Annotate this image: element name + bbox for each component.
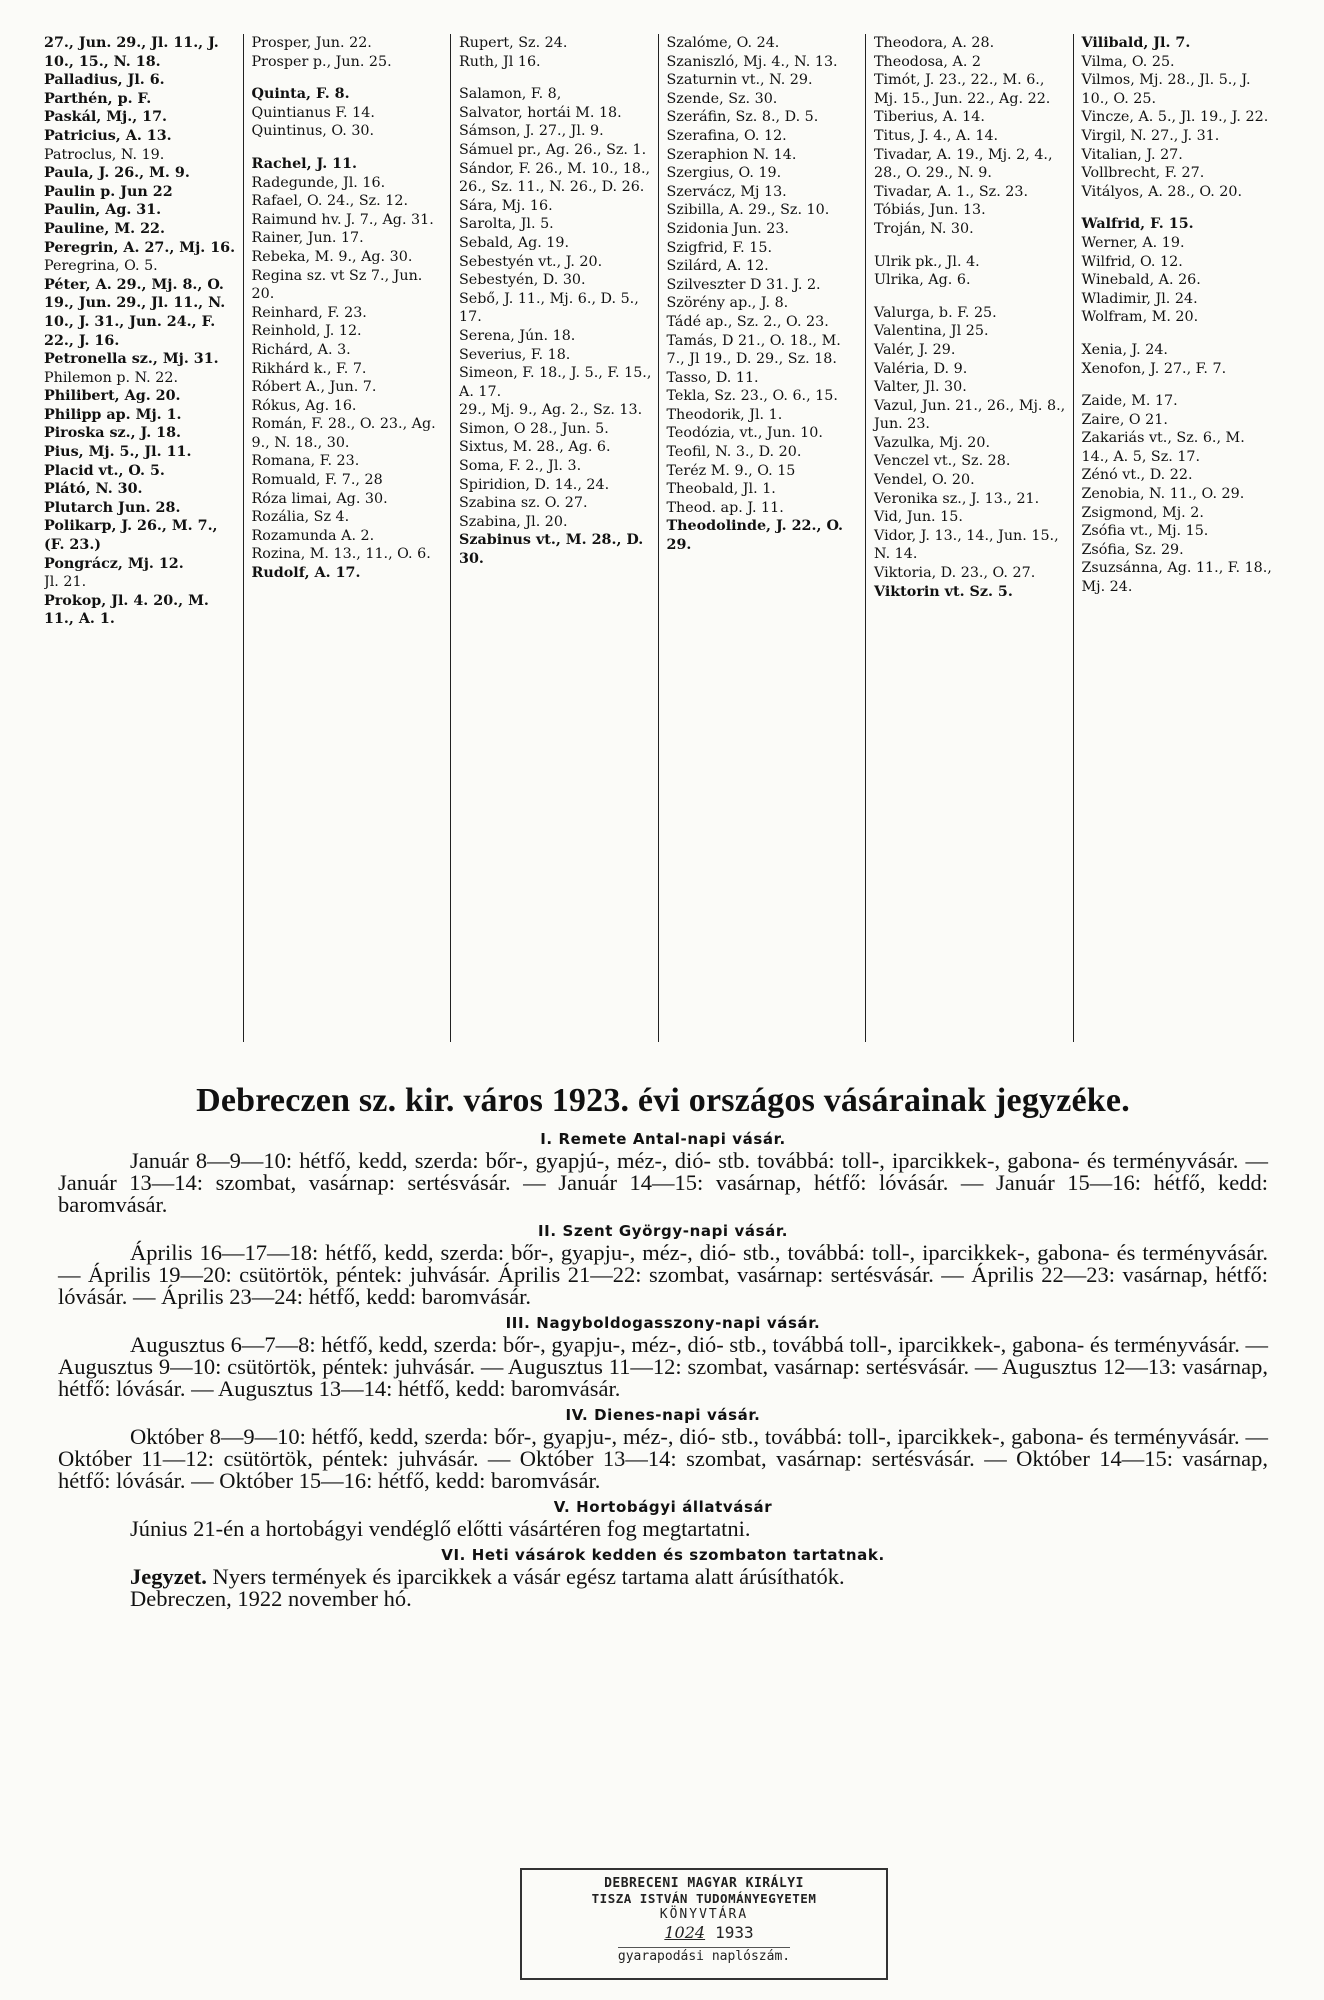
nameday-entry: Tivadar, A. 1., Sz. 23. xyxy=(874,183,1029,200)
nameday-entry: Szaniszló, Mj. 4., N. 13. xyxy=(666,53,838,70)
nameday-entry: Regina sz. vt Sz 7., Jun. 20. xyxy=(251,267,423,303)
nameday-entry: Ruth, Jl 16. xyxy=(459,53,541,70)
stamp-line: DEBRECENI MAGYAR KIRÁLYI xyxy=(604,1876,804,1891)
place-date: Debreczen, 1922 november hó. xyxy=(130,1586,412,1611)
nameday-entry: Tóbiás, Jun. 13. xyxy=(874,202,986,219)
nameday-entry: Timót, J. 23., 22., M. 6., Mj. 15., Jun. 22., Ag. 22. xyxy=(874,72,1051,107)
nameday-entry: Sándor, F. 26., M. 10., 18., 26., Sz. 11., N. 26., D. 26. xyxy=(459,160,651,196)
nameday-entry: Viktorin vt. Sz. 5. xyxy=(874,583,1013,600)
nameday-entry: Vilma, O. 25. xyxy=(1081,53,1175,70)
nameday-column xyxy=(658,34,866,1042)
section-text: Április 16—17—18: hétfő, kedd, szerda: bőr-, gyapju-, méz-, dió- stb., továbbá: toll-, iparcikkek-, gabona- és terményvásár. — Április 19—20: csütörtök, péntek: juhvásár. Április 21—22: szombat, vasárnap: sertésvásár. — Április 22—23: vasárnap, hétfő: lóvásár. — Április 23—24: hétfő, kedd: baromvásár. xyxy=(58,1240,1268,1309)
nameday-entry: Teréz M. 9., O. 15 xyxy=(666,462,796,479)
nameday-entry: Szabinus vt., M. 28., D. 30. xyxy=(459,532,644,568)
nameday-entry: Zsófia, Sz. 29. xyxy=(1081,541,1184,558)
library-stamp xyxy=(520,1868,888,1980)
nameday-entry: Spiridion, D. 14., 24. xyxy=(459,476,610,493)
nameday-entry: Szabina, Jl. 20. xyxy=(459,513,568,530)
nameday-entry: Vincze, A. 5., Jl. 19., J. 22. xyxy=(1081,109,1269,126)
nameday-entry: Rebeka, M. 9., Ag. 30. xyxy=(251,248,413,265)
section-heading: II. Szent György-napi vásár. xyxy=(537,1222,788,1240)
nameday-entry: Serena, Jún. 18. xyxy=(459,327,576,344)
nameday-entry: Zsuzsánna, Ag. 11., F. 18., Mj. 24. xyxy=(1081,560,1272,596)
nameday-entry: Veronika sz., J. 13., 21. xyxy=(874,490,1040,507)
nameday-entry: 27., Jun. 29., Jl. 11., J. 10., 15., N. 18. xyxy=(44,35,219,70)
nameday-entry: Rikhárd k., F. 7. xyxy=(251,360,367,377)
section-heading: VI. Heti vásárok kedden és szombaton tartatnak. xyxy=(441,1546,885,1564)
nameday-entry: Szervácz, Mj 13. xyxy=(666,183,787,200)
nameday-entry: 29., Mj. 9., Ag. 2., Sz. 13. xyxy=(459,402,643,419)
note-text: Nyers termények és iparcikkek a vásár egész tartama alatt árúsíthatók. xyxy=(212,1564,845,1589)
nameday-entry: Philibert, Ag. 20. xyxy=(44,388,181,405)
nameday-entry: Vendel, O. 20. xyxy=(874,472,975,489)
section-heading: III. Nagyboldogasszony-napi vásár. xyxy=(505,1314,821,1332)
nameday-entry: Romana, F. 23. xyxy=(251,453,360,470)
stamp-year: 1933 xyxy=(715,1923,754,1942)
nameday-entry: Walfrid, F. 15. xyxy=(1081,216,1194,233)
nameday-entry: Simon, O 28., Jun. 5. xyxy=(459,420,609,437)
nameday-entry: Winebald, A. 26. xyxy=(1081,272,1201,289)
nameday-entry: Zaire, O 21. xyxy=(1081,411,1168,428)
nameday-entry: Róbert A., Jun. 7. xyxy=(251,379,377,396)
nameday-entry: Tádé ap., Sz. 2., O. 23. xyxy=(666,313,829,330)
nameday-entry: Zaide, M. 17. xyxy=(1081,393,1178,410)
nameday-entry: Szeraphion N. 14. xyxy=(666,146,797,163)
nameday-entry: Zsófia vt., Mj. 15. xyxy=(1081,523,1209,540)
nameday-entry: Rudolf, A. 17. xyxy=(251,565,361,582)
nameday-entry: Tiberius, A. 14. xyxy=(874,109,985,126)
nameday-column xyxy=(1073,34,1281,1042)
note-label: Jegyzet. xyxy=(130,1564,207,1589)
nameday-entry: Sebő, J. 11., Mj. 6., D. 5., 17. xyxy=(459,290,639,326)
nameday-entry: Szabina sz. O. 27. xyxy=(459,495,588,512)
nameday-entry: Vid, Jun. 15. xyxy=(874,509,963,526)
nameday-entry: Virgil, N. 27., J. 31. xyxy=(1081,127,1220,144)
section-text: Június 21-én a hortobágyi vendéglő előtti vásártéren fog megtartatni. xyxy=(130,1516,751,1541)
nameday-entry: Werner, A. 19. xyxy=(1081,234,1185,251)
nameday-entry: Paulin p. Jun 22 xyxy=(44,183,173,200)
nameday-entry: Sára, Mj. 16. xyxy=(459,197,553,214)
section-heading: IV. Dienes-napi vásár. xyxy=(565,1406,761,1424)
nameday-entry: Sámson, J. 27., Jl. 9. xyxy=(459,123,604,140)
nameday-entry: Prosper p., Jun. 25. xyxy=(251,53,392,70)
nameday-entry: Jl. 21. xyxy=(44,574,87,591)
nameday-entry: Xenia, J. 24. xyxy=(1081,341,1168,358)
nameday-entry: Teodózia, vt., Jun. 10. xyxy=(666,425,823,442)
stamp-number-line xyxy=(522,1923,886,1942)
nameday-entry: Vollbrecht, F. 27. xyxy=(1081,165,1205,182)
nameday-entry: Valéria, D. 9. xyxy=(874,360,968,377)
nameday-entry: Peregrin, A. 27., Mj. 16. xyxy=(44,239,236,256)
stamp-number: 1024 xyxy=(664,1923,706,1942)
nameday-entry: Piroska sz., J. 18. xyxy=(44,425,182,442)
nameday-entry: Ulrika, Ag. 6. xyxy=(874,272,971,289)
nameday-entry: Venczel vt., Sz. 28. xyxy=(874,453,1011,470)
nameday-entry: Peregrina, O. 5. xyxy=(44,258,158,275)
nameday-entry: Tamás, D 21., O. 18., M. 7., Jl 19., D. 29., Sz. 18. xyxy=(666,332,841,368)
nameday-entry: Valér, J. 29. xyxy=(874,341,956,358)
nameday-entry: Severius, F. 18. xyxy=(459,346,571,363)
nameday-entry: Valurga, b. F. 25. xyxy=(874,304,997,321)
nameday-entry: Theobald, Jl. 1. xyxy=(666,481,776,498)
nameday-entry: Troján, N. 30. xyxy=(874,220,974,237)
nameday-entry: Szaturnin vt., N. 29. xyxy=(666,72,813,89)
nameday-entry: Prosper, Jun. 22. xyxy=(251,35,372,51)
nameday-entry: Vitályos, A. 28., O. 20. xyxy=(1081,183,1243,200)
nameday-entry: Vilibald, Jl. 7. xyxy=(1081,35,1191,51)
nameday-entry: Polikarp, J. 26., M. 7., (F. 23.) xyxy=(44,518,218,554)
nameday-entry: Theodolinde, J. 22., O. 29. xyxy=(666,518,844,554)
nameday-entry: Román, F. 28., O. 23., Ag. 9., N. 18., 30. xyxy=(251,416,436,451)
nameday-entry: Valter, Jl. 30. xyxy=(874,379,967,396)
nameday-entry: Patroclus, N. 19. xyxy=(44,146,165,163)
nameday-entry: Prokop, Jl. 4. 20., M. 11., A. 1. xyxy=(44,592,209,628)
nameday-entry: Wladimir, Jl. 24. xyxy=(1081,290,1198,307)
nameday-entry: Tekla, Sz. 23., O. 6., 15. xyxy=(666,388,838,405)
nameday-entry: Szibilla, A. 29., Sz. 10. xyxy=(666,202,830,219)
nameday-entry: Szilveszter D 31. J. 2. xyxy=(666,276,821,293)
stamp-line: TISZA ISTVÁN TUDOMÁNYEGYETEM xyxy=(591,1891,817,1906)
nameday-entry: Vazulka, Mj. 20. xyxy=(874,434,991,451)
nameday-entry: Szerafina, O. 12. xyxy=(666,127,787,144)
nameday-entry: Zakariás vt., Sz. 6., M. 14., A. 5, Sz. 17. xyxy=(1081,430,1245,465)
nameday-column xyxy=(865,34,1073,1042)
nameday-entry: Zénó vt., D. 22. xyxy=(1081,467,1193,484)
nameday-entry: Vitalian, J. 27. xyxy=(1081,146,1183,163)
nameday-entry: Valentina, Jl 25. xyxy=(874,323,989,340)
nameday-entry: Raimund hv. J. 7., Ag. 31. xyxy=(251,211,434,228)
nameday-entry: Reinhard, F. 23. xyxy=(251,304,367,321)
nameday-entry: Theod. ap. J. 11. xyxy=(666,499,784,516)
nameday-entry: Sebestyén, D. 30. xyxy=(459,272,586,289)
nameday-calendar xyxy=(44,34,1280,1042)
nameday-entry: Quintinus, O. 30. xyxy=(251,123,375,140)
nameday-entry: Vilmos, Mj. 28., Jl. 5., J. 10., O. 25. xyxy=(1081,72,1251,107)
nameday-entry: Szidonia Jun. 23. xyxy=(666,220,789,237)
nameday-entry: Viktoria, D. 23., O. 27. xyxy=(874,565,1036,582)
nameday-entry: Zsigmond, Mj. 2. xyxy=(1081,504,1204,521)
nameday-entry: Sámuel pr., Ag. 26., Sz. 1. xyxy=(459,141,647,158)
nameday-entry: Wolfram, M. 20. xyxy=(1081,309,1199,326)
nameday-entry: Theodora, A. 28. xyxy=(874,35,995,51)
nameday-entry: Tivadar, A. 19., Mj. 2, 4., 28., O. 29., N. 9. xyxy=(874,146,1053,182)
nameday-entry: Wilfrid, O. 12. xyxy=(1081,253,1183,270)
nameday-entry: Szörény ap., J. 8. xyxy=(666,295,789,312)
nameday-entry: Patricius, A. 13. xyxy=(44,127,172,144)
nameday-entry: Placid vt., O. 5. xyxy=(44,462,165,479)
nameday-entry: Romuald, F. 7., 28 xyxy=(251,472,383,489)
nameday-entry: Philemon p. N. 22. xyxy=(44,369,179,386)
nameday-entry: Rozina, M. 13., 11., O. 6. xyxy=(251,546,431,563)
nameday-entry: Róza limai, Ag. 30. xyxy=(251,490,388,507)
nameday-entry: Plátó, N. 30. xyxy=(44,481,143,498)
nameday-entry: Titus, J. 4., A. 14. xyxy=(874,127,999,144)
nameday-entry: Vazul, Jun. 21., 26., Mj. 8., Jun. 23. xyxy=(874,397,1066,433)
nameday-entry: Quinta, F. 8. xyxy=(251,86,350,103)
nameday-entry: Teofil, N. 3., D. 20. xyxy=(666,444,802,461)
fair-list-title: Debreczen sz. kir. város 1923. évi országos vásárainak jegyzéke. xyxy=(196,1082,1130,1119)
nameday-entry: Vidor, J. 13., 14., Jun. 15., N. 14. xyxy=(874,527,1059,563)
nameday-entry: Pauline, M. 22. xyxy=(44,220,165,237)
section-heading: V. Hortobágyi állatvásár xyxy=(553,1498,773,1516)
nameday-column xyxy=(243,34,451,1042)
nameday-entry: Palladius, Jl. 6. xyxy=(44,72,165,89)
nameday-entry: Paula, J. 26., M. 9. xyxy=(44,165,190,182)
section-text: Augusztus 6—7—8: hétfő, kedd, szerda: bőr-, gyapju-, méz-, dió- stb., továbbá toll-, iparcikkek-, gabona- és terményvásár. — Augusztus 9—10: csütörtök, péntek: juhvásár. — Augusztus 11—12: szombat, vasárnap: sertésvásár. — Augusztus 12—13: vasárnap, hétfő: lóvásár. — Augusztus 13—14: hétfő, kedd: baromvásár. xyxy=(58,1332,1268,1401)
nameday-entry: Sebestyén vt., J. 20. xyxy=(459,253,603,270)
nameday-entry: Salvator, hortái M. 18. xyxy=(459,104,622,121)
nameday-entry: Rókus, Ag. 16. xyxy=(251,397,357,414)
nameday-entry: Paulin, Ag. 31. xyxy=(44,202,162,219)
nameday-column xyxy=(44,34,243,1042)
nameday-entry: Pongrácz, Mj. 12. xyxy=(44,555,184,572)
nameday-entry: Philipp ap. Mj. 1. xyxy=(44,406,182,423)
section-text: Január 8—9—10: hétfő, kedd, szerda: bőr-, gyapjú-, méz-, dió- stb. továbbá: toll-, iparcikkek-, gabona- és terményvásár. — Január 13—14: szombat, vasárnap: sertésvásár. — Január 14—15: vasárnap, hétfő: lóvásár. — Január 15—16: hétfő, kedd: baromvásár. xyxy=(58,1148,1268,1217)
fair-list xyxy=(58,1082,1268,1610)
nameday-entry: Radegunde, Jl. 16. xyxy=(251,174,386,191)
nameday-entry: Zenobia, N. 11., O. 29. xyxy=(1081,486,1245,503)
nameday-entry: Rachel, J. 11. xyxy=(251,155,358,172)
section-heading: I. Remete Antal-napi vásár. xyxy=(540,1130,786,1148)
nameday-entry: Richárd, A. 3. xyxy=(251,341,351,358)
nameday-entry: Sarolta, Jl. 5. xyxy=(459,216,554,233)
nameday-entry: Rafael, O. 24., Sz. 12. xyxy=(251,193,409,210)
stamp-caption: gyarapodási naplószám. xyxy=(617,1949,791,1964)
nameday-entry: Rainer, Jun. 17. xyxy=(251,230,364,247)
nameday-entry: Rozamunda A. 2. xyxy=(251,527,375,544)
nameday-entry: Reinhold, J. 12. xyxy=(251,323,362,340)
nameday-entry: Sebald, Ag. 19. xyxy=(459,234,570,251)
nameday-entry: Ulrik pk., Jl. 4. xyxy=(874,253,980,270)
nameday-entry: Szigfrid, F. 15. xyxy=(666,239,773,256)
nameday-entry: Petronella sz., Mj. 31. xyxy=(44,351,219,368)
nameday-entry: Pius, Mj. 5., Jl. 11. xyxy=(44,444,192,461)
stamp-line: KÖNYVTÁRA xyxy=(659,1907,749,1922)
nameday-entry: Szalóme, O. 24. xyxy=(666,35,780,51)
nameday-entry: Theodorik, Jl. 1. xyxy=(666,406,783,423)
section-text: Október 8—9—10: hétfő, kedd, szerda: bőr-, gyapju-, méz-, dió- stb., továbbá: toll-, iparcikkek-, gabona- és terményvásár. — Október 11—12: csütörtök, péntek: juhvásár. — Október 13—14: szombat, vasárnap: sertésvásár. — Október 14—15: vasárnap, hétfő: lóvásár. — Október 15—16: hétfő, kedd: baromvásár. xyxy=(58,1424,1268,1493)
nameday-entry: Theodosa, A. 2 xyxy=(874,53,982,70)
nameday-entry: Szende, Sz. 30. xyxy=(666,90,778,107)
nameday-entry: Plutarch Jun. 28. xyxy=(44,499,181,516)
nameday-entry: Xenofon, J. 27., F. 7. xyxy=(1081,360,1227,377)
nameday-entry: Quintianus F. 14. xyxy=(251,104,375,121)
nameday-entry: Paskál, Mj., 17. xyxy=(44,109,168,126)
nameday-column xyxy=(450,34,658,1042)
nameday-entry: Parthén, p. F. xyxy=(44,90,152,107)
note xyxy=(58,1566,1268,1588)
nameday-entry: Tasso, D. 11. xyxy=(666,369,759,386)
nameday-entry: Szergius, O. 19. xyxy=(666,165,782,182)
nameday-entry: Szilárd, A. 12. xyxy=(666,258,769,275)
nameday-entry: Rozália, Sz 4. xyxy=(251,509,350,526)
nameday-entry: Simeon, F. 18., J. 5., F. 15., A. 17. xyxy=(459,365,652,400)
nameday-entry: Salamon, F. 8, xyxy=(459,86,562,103)
nameday-entry: Szeráfin, Sz. 8., D. 5. xyxy=(666,109,819,126)
nameday-entry: Rupert, Sz. 24. xyxy=(459,35,568,51)
nameday-entry: Soma, F. 2., Jl. 3. xyxy=(459,458,582,475)
nameday-entry: Péter, A. 29., Mj. 8., O. 19., Jun. 29., Jl. 11., N. 10., J. 31., Jun. 24., F. 22., J. 16. xyxy=(44,276,226,349)
nameday-entry: Sixtus, M. 28., Ag. 6. xyxy=(459,439,611,456)
